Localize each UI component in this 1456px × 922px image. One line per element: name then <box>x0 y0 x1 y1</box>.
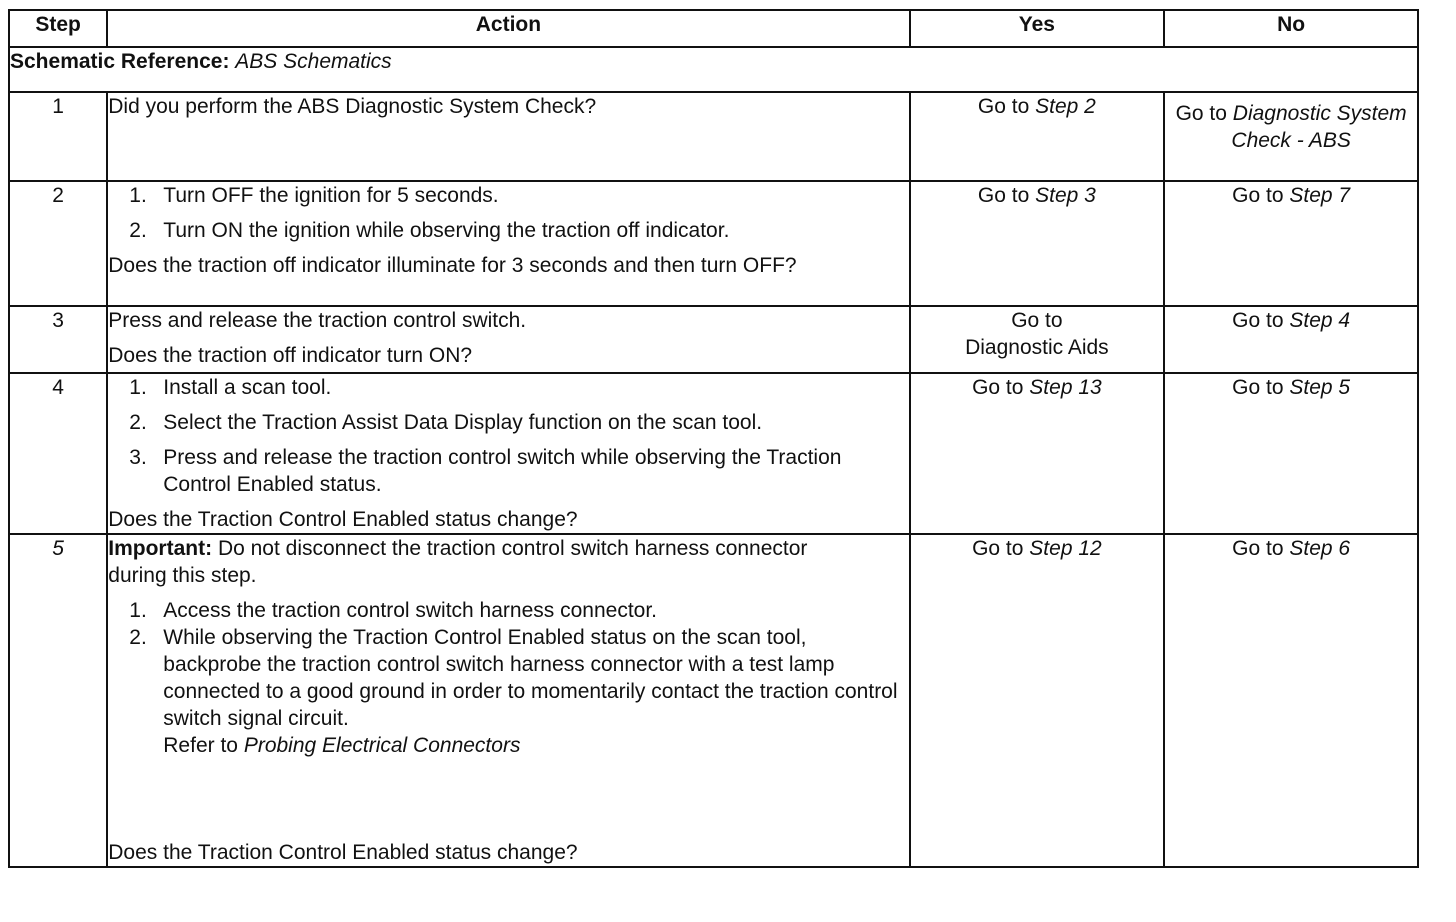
instruction-text: Press and release the traction control switch. <box>108 309 527 332</box>
header-step: Step <box>9 10 107 47</box>
yes-prefix: Go to <box>977 184 1030 207</box>
header-yes: Yes <box>910 10 1165 47</box>
yes-link[interactable]: Diagnostic Aids <box>965 336 1109 359</box>
yes-link[interactable]: Step 13 <box>1029 376 1102 399</box>
question-text: Does the Traction Control Enabled status change? <box>108 508 578 531</box>
step-number: 1 <box>9 92 107 181</box>
yes-link[interactable]: Step 2 <box>1035 95 1096 118</box>
header-action: Action <box>107 10 909 47</box>
important-text: Do not disconnect the traction control switch harness connector during this step. <box>108 537 808 587</box>
step-number: 5 <box>9 534 107 867</box>
no-link[interactable]: Diagnostic System Check - ABS <box>1231 102 1407 152</box>
question-text: Does the traction off indicator turn ON? <box>108 344 473 367</box>
no-link[interactable]: Step 5 <box>1289 376 1351 399</box>
no-cell <box>1164 534 1418 867</box>
list-item <box>108 182 908 209</box>
list-item <box>108 409 908 436</box>
yes-prefix: Go to <box>977 95 1030 118</box>
table-row <box>9 306 1418 373</box>
important-note <box>108 535 908 589</box>
no-prefix: Go to <box>1232 309 1284 332</box>
yes-prefix: Go to <box>972 537 1024 560</box>
list-item <box>108 374 908 401</box>
substep-number: 1. <box>129 184 147 207</box>
substep-text: While observing the Traction Control Enabled status on the scan tool, backprobe the traction control switch harness connector with a test lamp connected to a good ground in order to momentarily contact the traction control switch signal circuit. <box>163 626 898 730</box>
substep-number: 2. <box>129 219 147 242</box>
table-row <box>9 534 1418 867</box>
action-cell <box>107 534 909 867</box>
step-number: 2 <box>9 181 107 306</box>
substep-text: Install a scan tool. <box>163 376 332 399</box>
yes-cell <box>910 306 1165 373</box>
substep-text: Press and release the traction control switch while observing the Traction Control Enabled status. <box>163 446 842 496</box>
substep-number: 3. <box>129 446 147 469</box>
substep-number: 2. <box>129 411 147 434</box>
no-prefix: Go to <box>1175 102 1227 125</box>
substep-number: 1. <box>129 376 147 399</box>
no-prefix: Go to <box>1232 537 1284 560</box>
no-link[interactable]: Step 4 <box>1289 309 1351 332</box>
table-row <box>9 373 1418 534</box>
list-item <box>108 217 908 244</box>
substep-text: Select the Traction Assist Data Display function on the scan tool. <box>163 411 763 434</box>
substep-text: Turn OFF the ignition for 5 seconds. <box>163 184 499 207</box>
no-cell <box>1164 181 1418 306</box>
schematic-reference-label: Schematic Reference: <box>10 50 230 73</box>
refer-link[interactable]: Probing Electrical Connectors <box>243 734 521 757</box>
step-number: 3 <box>9 306 107 373</box>
substep-text: Access the traction control switch harness connector. <box>163 599 658 622</box>
table-row <box>9 181 1418 306</box>
no-prefix: Go to <box>1232 184 1284 207</box>
action-cell <box>107 373 909 534</box>
substep-list <box>108 374 908 498</box>
yes-cell <box>910 373 1165 534</box>
yes-link[interactable]: Step 12 <box>1029 537 1102 560</box>
important-label: Important: <box>108 537 213 560</box>
action-cell <box>107 306 909 373</box>
schematic-reference-link[interactable]: ABS Schematics <box>235 50 392 73</box>
no-cell <box>1164 92 1418 181</box>
question-text: Does the traction off indicator illuminate for 3 seconds and then turn OFF? <box>108 254 797 277</box>
list-item <box>108 597 908 624</box>
yes-cell <box>910 534 1165 867</box>
header-no: No <box>1164 10 1418 47</box>
yes-cell <box>910 92 1165 181</box>
table-row <box>9 92 1418 181</box>
yes-prefix: Go to <box>1011 309 1063 332</box>
no-cell <box>1164 306 1418 373</box>
substep-list <box>108 597 908 759</box>
schematic-reference-row <box>9 47 1418 92</box>
step-number: 4 <box>9 373 107 534</box>
yes-prefix: Go to <box>972 376 1024 399</box>
substep-text: Turn ON the ignition while observing the traction off indicator. <box>163 219 730 242</box>
yes-cell <box>910 181 1165 306</box>
action-cell <box>107 92 909 181</box>
substep-number: 1. <box>129 599 147 622</box>
schematic-reference <box>9 47 1418 92</box>
diagnostic-table <box>8 9 1419 868</box>
no-link[interactable]: Step 6 <box>1289 537 1351 560</box>
question-text: Does the Traction Control Enabled status change? <box>108 841 578 864</box>
header-row <box>9 10 1418 47</box>
substep-number: 2. <box>129 626 147 649</box>
no-link[interactable]: Step 7 <box>1289 184 1351 207</box>
spacer <box>108 759 908 839</box>
refer-prefix: Refer to <box>163 734 238 757</box>
action-cell <box>107 181 909 306</box>
yes-link[interactable]: Step 3 <box>1035 184 1096 207</box>
no-prefix: Go to <box>1232 376 1284 399</box>
no-cell <box>1164 373 1418 534</box>
list-item <box>108 444 908 498</box>
question-text: Did you perform the ABS Diagnostic System Check? <box>108 95 597 118</box>
list-item <box>108 624 908 759</box>
substep-list <box>108 182 908 244</box>
